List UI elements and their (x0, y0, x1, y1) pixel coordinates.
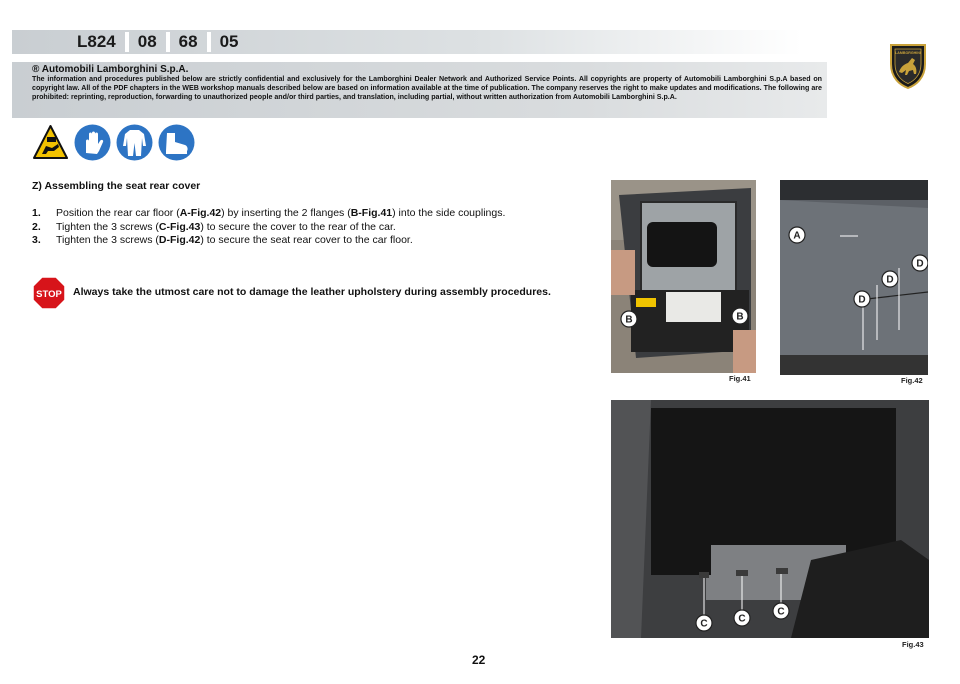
procedure-steps (32, 207, 592, 248)
callout-a: A (793, 230, 801, 242)
hand-crush-warning-icon (32, 124, 69, 161)
step-text: Tighten the 3 screws (D-Fig.42) to secure the seat rear cover to the car floor. (56, 234, 413, 246)
ppe-icons (32, 124, 195, 161)
bull-shield-icon (888, 42, 928, 90)
code-separator (125, 32, 129, 52)
figure-43-label: Fig.43 (902, 640, 924, 649)
safety-shoes-icon (158, 124, 195, 161)
callout-d: D (916, 258, 924, 270)
code-separator (166, 32, 170, 52)
figure-42-label: Fig.42 (901, 376, 923, 385)
callout-d: D (858, 294, 866, 306)
step-text: Tighten the 3 screws (C-Fig.43) to secure the cover to the rear of the car. (56, 220, 396, 233)
code-segment-group: 08 (137, 32, 157, 51)
step-number: 1. (32, 207, 41, 219)
protective-gloves-icon (74, 124, 111, 161)
code-segment-model: L824 (77, 32, 116, 51)
warning-text: Always take the utmost care not to damage the leather upholstery during assembly procedures. (73, 286, 551, 298)
step-text: Position the rear car floor (A-Fig.42) by inserting the 2 flanges (B-Fig.41) into the side couplings. (56, 207, 506, 219)
figure-42-photo (780, 180, 928, 375)
callout-d: D (886, 274, 894, 286)
step-number: 2. (32, 220, 41, 233)
figure-43-photo (611, 400, 929, 638)
step-number: 3. (32, 234, 41, 246)
stop-sign-icon (32, 276, 66, 310)
logo-lettering: LAMBORGHINI (895, 51, 921, 55)
callout-c: C (738, 613, 746, 625)
callout-b: B (625, 314, 633, 326)
code-segment-subgroup: 68 (178, 32, 198, 51)
code-segment-procedure: 05 (219, 32, 239, 51)
copyright-notice: The information and procedures published below are strictly confidential and exclusively for the Lamborghini Dealer Network and Authorized Service Points. All copyrights are property of Automobili Lamborghini S.p.A based on copyright law. All of the PDF chapters in the WEB workshop manuals described below are based on information available at the time of publication. The company reserves the right to make updates and modifications. The following are prohibited: reprinting, reproduction, forwarding to unauthorized people and/or third parties, and translation, including partial, without written authorization from Automobili Lamborghini S.p.A. (32, 75, 822, 102)
overalls-icon (116, 124, 153, 161)
callout-b: B (736, 311, 744, 323)
procedure-step (32, 234, 592, 248)
callout-c: C (777, 606, 785, 618)
figure-41-label: Fig.41 (729, 374, 751, 383)
code-separator (207, 32, 211, 52)
callout-c: C (700, 618, 708, 630)
procedure-step (32, 207, 592, 221)
document-code (70, 31, 246, 53)
stop-label: STOP (36, 289, 62, 300)
procedure-step (32, 221, 592, 235)
copyright-title: ® Automobili Lamborghini S.p.A. (32, 64, 189, 75)
section-title: Z) Assembling the seat rear cover (32, 180, 201, 192)
figure-41-photo (611, 180, 756, 373)
page-number: 22 (472, 653, 486, 667)
